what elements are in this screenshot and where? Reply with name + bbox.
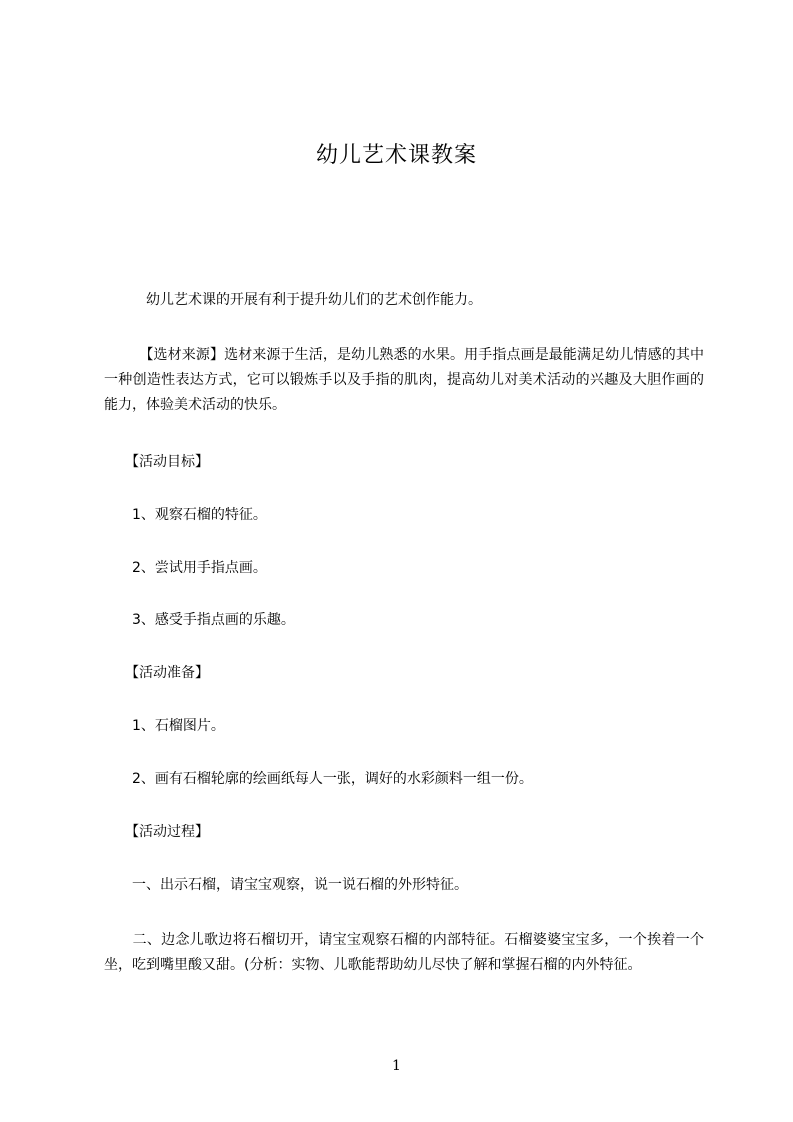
- section-heading-preparation: 【活动准备】: [104, 665, 209, 681]
- process-step-2: 二、边念儿歌边将石榴切开，请宝宝观察石榴的内部特征。石榴婆婆宝宝多，一个挨着一个坐，吃到嘴里酸又甜。(分析：实物、儿歌能帮助幼儿尽快了解和掌握石榴的内外特征。: [104, 932, 704, 973]
- intro-paragraph: 幼儿艺术课的开展有利于提升幼儿们的艺术创作能力。: [104, 292, 482, 308]
- preparation-item-1: 1、石榴图片。: [104, 718, 225, 734]
- goal-item-2: 2、尝试用手指点画。: [104, 560, 267, 576]
- preparation-item-2: 2、画有石榴轮廓的绘画纸每人一张，调好的水彩颜料一组一份。: [104, 771, 533, 787]
- goal-item-3: 3、感受手指点画的乐趣。: [104, 612, 295, 628]
- goal-item-1: 1、观察石榴的特征。: [104, 507, 267, 523]
- page-number: 1: [392, 1058, 401, 1074]
- material-source-paragraph: 【选材来源】选材来源于生活，是幼儿熟悉的水果。用手指点画是最能满足幼儿情感的其中一种创造性表达方式，它可以锻炼手以及手指的肌肉，提高幼儿对美术活动的兴趣及大胆作画的能力，体验美术活动的快乐。: [104, 347, 704, 413]
- document-title: 幼儿艺术课教案: [315, 143, 477, 168]
- process-step-1: 一、出示石榴，请宝宝观察，说一说石榴的外形特征。: [104, 877, 468, 893]
- section-heading-goals: 【活动目标】: [104, 454, 209, 470]
- section-heading-process: 【活动过程】: [104, 824, 209, 840]
